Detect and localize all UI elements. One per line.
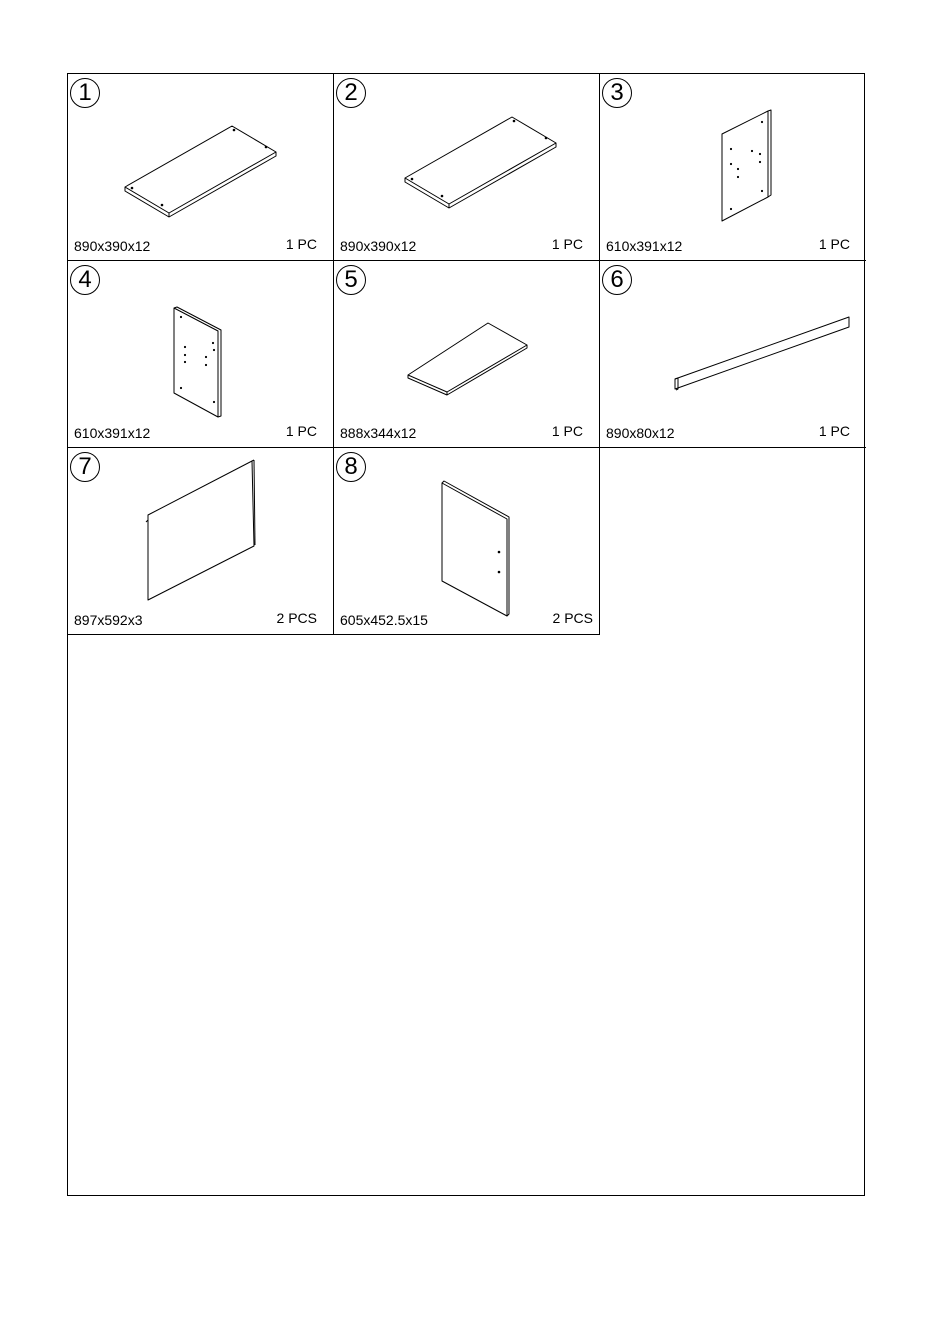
part-number-7: 7 (70, 452, 100, 482)
part-dimensions-7: 897x592x3 (74, 612, 143, 628)
part-drawing-4 (68, 261, 334, 448)
part-number-5: 5 (336, 265, 366, 295)
part-drawing-1 (68, 74, 334, 261)
parts-list-sheet (67, 73, 865, 1196)
part-quantity-2: 1 PC (551, 236, 583, 252)
part-dimensions-8: 605x452.5x15 (340, 612, 428, 628)
part-drawing-7 (68, 448, 334, 635)
part-cell-2 (334, 74, 600, 261)
part-dimensions-3: 610x391x12 (606, 238, 683, 254)
part-quantity-5: 1 PC (551, 423, 583, 439)
part-cell-5 (334, 261, 600, 448)
part-dimensions-5: 888x344x12 (340, 425, 417, 441)
part-drawing-5 (334, 261, 600, 448)
part-drawing-3 (600, 74, 866, 261)
part-drawing-6 (600, 261, 866, 448)
part-dimensions-6: 890x80x12 (606, 425, 675, 441)
part-quantity-6: 1 PC (818, 423, 850, 439)
part-quantity-3: 1 PC (818, 236, 850, 252)
part-number-8: 8 (336, 452, 366, 482)
part-drawing-2 (334, 74, 600, 261)
part-drawing-8 (334, 448, 600, 635)
part-dimensions-4: 610x391x12 (74, 425, 151, 441)
part-cell-3 (600, 74, 866, 261)
part-number-3: 3 (602, 78, 632, 108)
part-dimensions-1: 890x390x12 (74, 238, 151, 254)
part-number-1: 1 (70, 78, 100, 108)
part-cell-6 (600, 261, 866, 448)
part-cell-8 (334, 448, 600, 635)
part-quantity-4: 1 PC (285, 423, 317, 439)
part-number-6: 6 (602, 265, 632, 295)
part-quantity-8: 2 PCS (552, 610, 593, 626)
part-cell-1 (68, 74, 334, 261)
part-dimensions-2: 890x390x12 (340, 238, 417, 254)
part-quantity-1: 1 PC (285, 236, 317, 252)
part-number-4: 4 (70, 265, 100, 295)
part-quantity-7: 2 PCS (276, 610, 317, 626)
part-cell-7 (68, 448, 334, 635)
part-cell-4 (68, 261, 334, 448)
part-number-2: 2 (336, 78, 366, 108)
